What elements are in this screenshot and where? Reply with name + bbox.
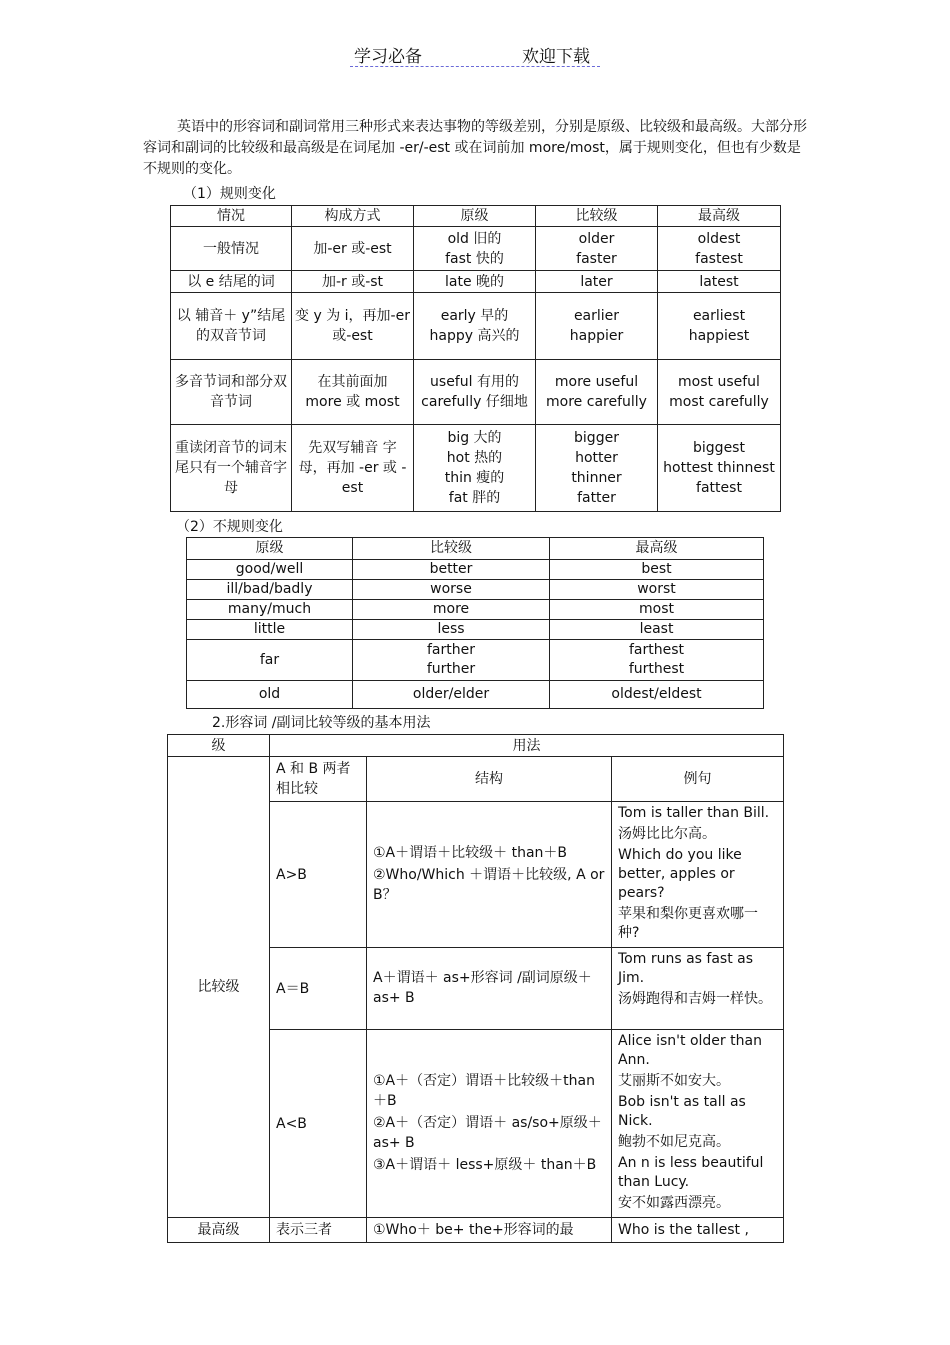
case-cell: A＝B: [270, 948, 367, 1030]
header-cell: 原级: [414, 206, 536, 227]
structure-line: A＋谓语＋ as+形容词 /副词原级＋ as+ B: [373, 969, 592, 1006]
table-cell: older/elder: [353, 681, 550, 709]
table-row: [171, 271, 781, 293]
example-line: Tom runs as fast as Jim.: [618, 951, 754, 986]
example-cell: [612, 948, 784, 1030]
example-line: 苹果和梨你更喜欢哪一种?: [618, 906, 758, 941]
table-row: [171, 293, 781, 360]
table-cell: oldest/eldest: [550, 681, 764, 709]
irregular-table: [186, 537, 764, 709]
table-row: [187, 640, 764, 681]
example-header-cell: 例句: [612, 757, 784, 802]
header-cell: 情况: [171, 206, 292, 227]
table-cell: least: [550, 620, 764, 640]
example-line: Bob isn't as tall as Nick.: [618, 1094, 746, 1129]
table-cell: more: [353, 600, 550, 620]
example-line: 艾丽斯不如安大。: [618, 1073, 730, 1089]
table-cell: old 旧的 fast 快的: [414, 227, 536, 271]
table-row: [171, 360, 781, 425]
table-cell: worse: [353, 580, 550, 600]
table-cell: later: [536, 271, 658, 293]
example-line: An n is less beautiful than Lucy.: [618, 1155, 764, 1190]
table-cell: farthest furthest: [550, 640, 764, 681]
section-irregular-title: （2）不规则变化: [176, 519, 283, 535]
table-cell: old: [187, 681, 353, 709]
table-cell: 先双写辅音 字母，再加 -er 或 -est: [292, 425, 414, 512]
header-cell: 构成方式: [292, 206, 414, 227]
table-cell: good/well: [187, 560, 353, 580]
table-cell: latest: [658, 271, 781, 293]
table-cell: 重读闭音节的词末尾只有一个辅音字母: [171, 425, 292, 512]
table-subheader-row: [168, 757, 784, 802]
compare-cell: A 和 B 两者相比较: [270, 757, 367, 802]
table-cell: biggest hottest thinnest fattest: [658, 425, 781, 512]
table-header-row: [171, 206, 781, 227]
table-header-row: [168, 735, 784, 757]
table-cell: oldest fastest: [658, 227, 781, 271]
section-usage-title: 2.形容词 /副词比较等级的基本用法: [212, 715, 431, 731]
table-cell: earlier happier: [536, 293, 658, 360]
header-cell: 比较级: [353, 538, 550, 560]
structure-line: ①A＋（否定）谓语＋比较级＋than＋B: [373, 1072, 595, 1109]
table-cell: 以 辅音＋ y”结尾的双音节词: [171, 293, 292, 360]
table-row: [187, 681, 764, 709]
header-cell: 级: [168, 735, 270, 757]
header-cell: 最高级: [658, 206, 781, 227]
header-cell: 原级: [187, 538, 353, 560]
table-cell: most: [550, 600, 764, 620]
table-cell: big 大的 hot 热的 thin 瘦的 fat 胖的: [414, 425, 536, 512]
table-cell: less: [353, 620, 550, 640]
table-cell: best: [550, 560, 764, 580]
usage-table: [167, 734, 784, 1243]
example-cell: [612, 802, 784, 948]
table-cell: worst: [550, 580, 764, 600]
structure-cell: [367, 802, 612, 948]
table-header-row: [187, 538, 764, 560]
case-cell: A>B: [270, 802, 367, 948]
table-cell: 以 e 结尾的词: [171, 271, 292, 293]
table-row: [187, 600, 764, 620]
case-cell: A<B: [270, 1030, 367, 1218]
table-cell: 在其前面加 more 或 most: [292, 360, 414, 425]
example-line: 汤姆比比尔高。: [618, 826, 716, 842]
case-cell: 表示三者: [270, 1218, 367, 1243]
page-header: [350, 40, 600, 67]
table-cell: many/much: [187, 600, 353, 620]
example-cell: [612, 1030, 784, 1218]
table-cell: most useful most carefully: [658, 360, 781, 425]
table-row: [171, 227, 781, 271]
table-cell: older faster: [536, 227, 658, 271]
table-row: [168, 1218, 784, 1243]
structure-cell: [367, 1030, 612, 1218]
table-cell: useful 有用的 carefully 仔细地: [414, 360, 536, 425]
table-row: [187, 580, 764, 600]
table-cell: 变 y 为 i，再加-er 或-est: [292, 293, 414, 360]
structure-line: ③A＋谓语＋ less+原级＋ than＋B: [373, 1156, 597, 1173]
table-row: [187, 560, 764, 580]
table-row: [171, 425, 781, 512]
table-cell: bigger hotter thinner fatter: [536, 425, 658, 512]
example-line: Which do you like better, apples or pears?: [618, 847, 742, 901]
table-cell: 加-r 或-st: [292, 271, 414, 293]
example-line: Alice isn't older than Ann.: [618, 1033, 762, 1068]
structure-cell: ①Who＋ be+ the+形容词的最: [367, 1218, 612, 1243]
table-cell: little: [187, 620, 353, 640]
header-cell: 用法: [270, 735, 784, 757]
table-cell: far: [187, 640, 353, 681]
header-cell: 比较级: [536, 206, 658, 227]
example-cell: Who is the tallest ,: [612, 1218, 784, 1243]
header-right: 欢迎下载: [522, 47, 590, 67]
structure-line: ②Who/Which ＋谓语＋比较级, A or B？: [373, 866, 605, 903]
structure-cell: [367, 948, 612, 1030]
table-cell: farther further: [353, 640, 550, 681]
header-cell: 最高级: [550, 538, 764, 560]
intro-paragraph: [143, 117, 808, 180]
structure-line: ②A＋（否定）谓语＋ as/so+原级＋ as+ B: [373, 1114, 602, 1151]
table-cell: earliest happiest: [658, 293, 781, 360]
table-cell: 多音节词和部分双音节词: [171, 360, 292, 425]
level-superlative-cell: 最高级: [168, 1218, 270, 1243]
level-comparative-cell: 比较级: [168, 757, 270, 1218]
intro-text: 英语中的形容词和副词常用三种形式来表达事物的等级差别，分别是原级、比较级和最高级。大部分形容词和副词的比较级和最高级是在词尾加 -er/-est 或在词前加 more/most，属于规则变化，但也有少数是不规则的变化。: [143, 119, 807, 177]
table-cell: better: [353, 560, 550, 580]
structure-header-cell: 结构: [367, 757, 612, 802]
structure-line: ①A＋谓语＋比较级＋ than＋B: [373, 844, 567, 861]
table-cell: ill/bad/badly: [187, 580, 353, 600]
table-cell: 一般情况: [171, 227, 292, 271]
regular-table: [170, 205, 781, 512]
example-line: 汤姆跑得和吉姆一样快。: [618, 991, 772, 1007]
table-cell: late 晚的: [414, 271, 536, 293]
section-regular-title: （1）规则变化: [183, 186, 276, 202]
header-left: 学习必备: [354, 47, 422, 67]
table-cell: more useful more carefully: [536, 360, 658, 425]
table-cell: 加-er 或-est: [292, 227, 414, 271]
table-row: [187, 620, 764, 640]
example-line: 安不如露西漂亮。: [618, 1195, 730, 1211]
table-cell: early 早的 happy 高兴的: [414, 293, 536, 360]
example-line: Tom is taller than Bill.: [618, 805, 770, 821]
example-line: 鲍勃不如尼克高。: [618, 1134, 730, 1150]
